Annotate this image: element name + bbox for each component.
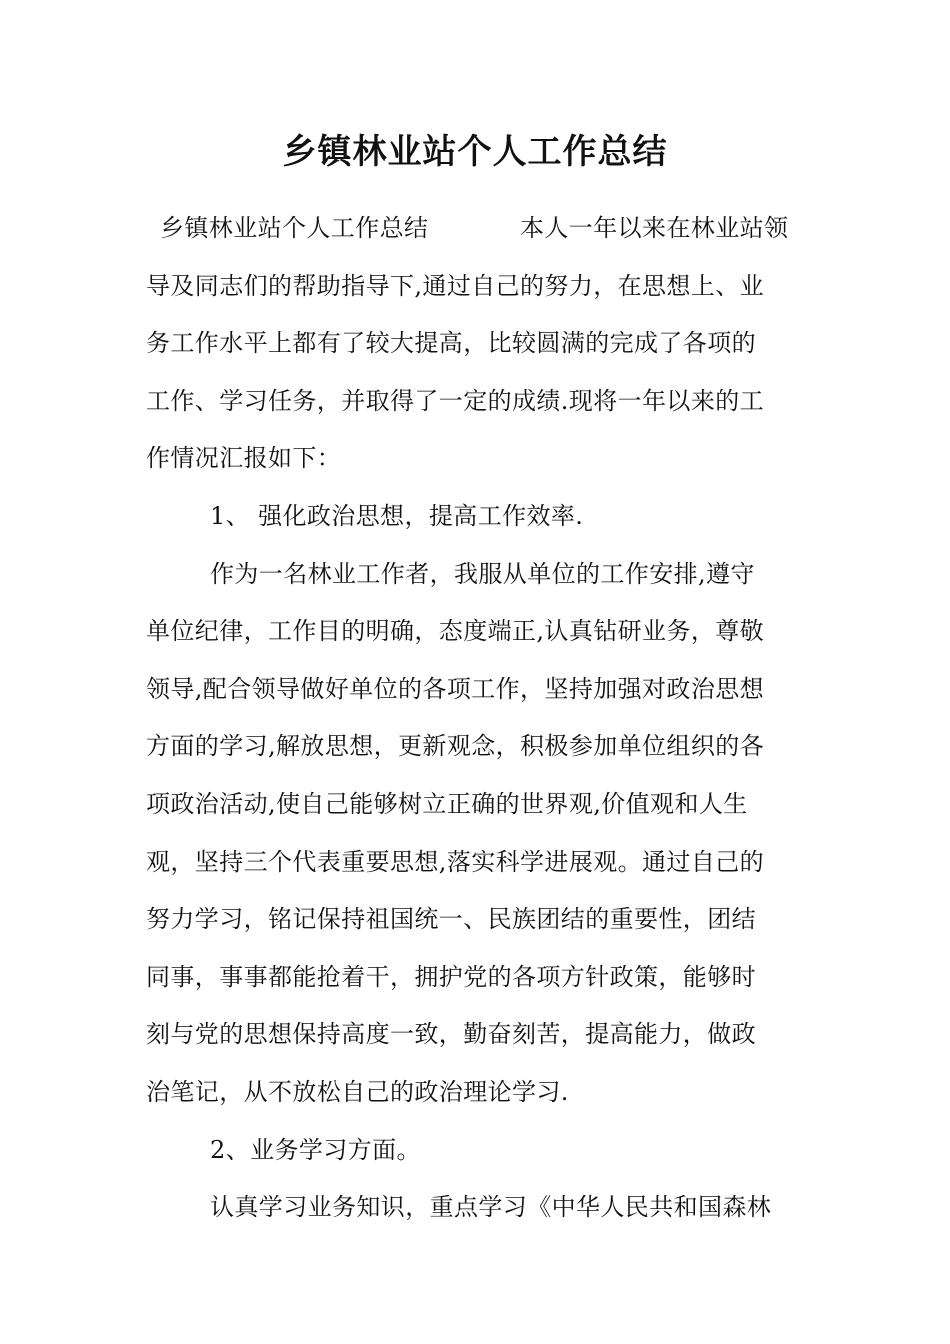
body-line-9: 领导,配合领导做好单位的各项工作，坚持加强对政治思想	[146, 674, 765, 703]
body-line-3: 务工作水平上都有了较大提高，比较圆满的完成了各项的	[146, 329, 756, 358]
body-line-13: 努力学习，铭记保持祖国统一、民族团结的重要性，团结	[146, 905, 756, 934]
body-line-7: 作为一名林业工作者，我服从单位的工作安排,遵守	[210, 559, 755, 588]
body-line-16: 治笔记，从不放松自己的政治理论学习.	[146, 1077, 569, 1106]
document-title: 乡镇林业站个人工作总结	[282, 132, 668, 172]
body-line-10: 方面的学习,解放思想，更新观念，积极参加单位组织的各	[146, 732, 765, 761]
body-line-8: 单位纪律，工作目的明确，态度端正,认真钻研业务，尊敬	[146, 617, 765, 646]
body-line-15: 刻与党的思想保持高度一致，勤奋刻苦，提高能力，做政	[146, 1020, 756, 1049]
section-heading-1: 1、 强化政治思想，提高工作效率.	[210, 501, 584, 530]
body-line-2: 导及同志们的帮助指导下,通过自己的努力，在思想上、业	[146, 271, 765, 300]
section-heading-2: 2、业务学习方面。	[210, 1135, 421, 1164]
body-line-18: 认真学习业务知识，重点学习《中华人民共和国森林	[210, 1193, 772, 1222]
intro-text-start: 本人一年以来在林业站领	[520, 214, 789, 242]
body-line-1	[146, 200, 814, 258]
body-line-4: 工作、学习任务，并取得了一定的成绩.现将一年以来的工	[146, 386, 765, 415]
body-line-11: 项政治活动,使自己能够树立正确的世界观,价值观和人生	[146, 789, 748, 818]
inline-title: 乡镇林业站个人工作总结	[160, 214, 429, 242]
document-body	[146, 200, 814, 1237]
body-line-5: 作情况汇报如下：	[146, 444, 342, 473]
body-line-14: 同事，事事都能抢着干，拥护党的各项方针政策，能够时	[146, 962, 756, 991]
body-line-12: 观，坚持三个代表重要思想,落实科学进展观。通过自己的	[146, 847, 765, 876]
